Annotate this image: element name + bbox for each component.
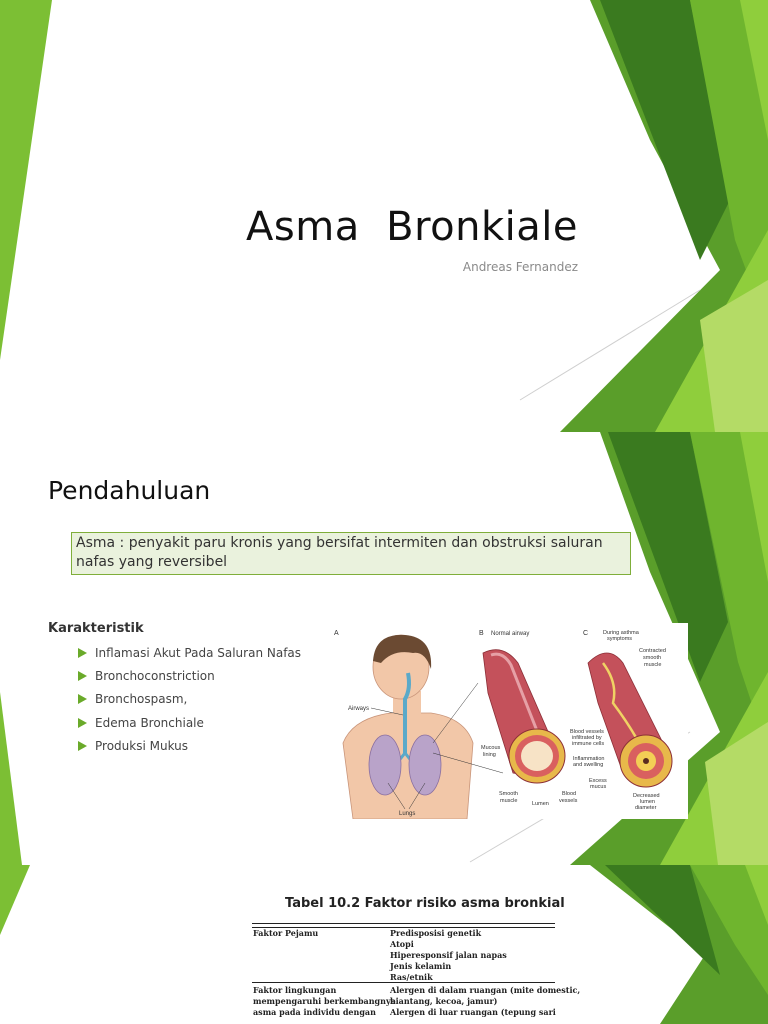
table-cell: Predisposisi genetik bbox=[390, 928, 482, 938]
table-row-label: Faktor lingkungan bbox=[253, 985, 337, 995]
svg-text:symptoms: symptoms bbox=[607, 636, 633, 642]
svg-text:Inflammation: Inflammation bbox=[573, 756, 605, 762]
svg-text:lining: lining bbox=[483, 752, 496, 758]
section-heading: Pendahuluan bbox=[48, 476, 211, 505]
svg-text:Smooth: Smooth bbox=[499, 791, 518, 797]
author-name: Andreas Fernandez bbox=[462, 260, 578, 274]
svg-text:C: C bbox=[583, 630, 589, 637]
presentation-title: Asma Bronkiale bbox=[246, 204, 578, 250]
table-title: Tabel 10.2 Faktor risiko asma bronkial bbox=[285, 896, 565, 911]
bullet-arrow-icon bbox=[78, 741, 87, 751]
svg-text:Contracted: Contracted bbox=[639, 648, 666, 654]
svg-text:vessels: vessels bbox=[559, 798, 578, 804]
characteristics-list bbox=[78, 646, 301, 762]
svg-text:and swelling: and swelling bbox=[573, 762, 604, 768]
table-row-label: mempengaruhi berkembangnya bbox=[253, 996, 396, 1006]
list-item-text: Produksi Mukus bbox=[95, 738, 189, 753]
list-item bbox=[78, 739, 301, 762]
table-row-label: asma pada individu dengan bbox=[253, 1007, 376, 1017]
risk-factor-table-slide bbox=[0, 865, 768, 1024]
table-cell: Jenis kelamin bbox=[390, 961, 452, 971]
svg-text:Mucous: Mucous bbox=[481, 745, 501, 751]
table-cell: Ras/etnik bbox=[390, 972, 433, 982]
bullet-arrow-icon bbox=[78, 671, 87, 681]
bullet-arrow-icon bbox=[78, 694, 87, 704]
title-slide bbox=[0, 0, 768, 432]
svg-text:Normal airway: Normal airway bbox=[491, 631, 530, 637]
table-row-label: Faktor Pejamu bbox=[253, 928, 319, 938]
characteristics-heading: Karakteristik bbox=[48, 621, 144, 636]
svg-text:lumen: lumen bbox=[640, 799, 655, 805]
svg-text:mucus: mucus bbox=[590, 784, 607, 790]
svg-text:smooth: smooth bbox=[643, 655, 662, 661]
panel-a-label: A bbox=[334, 630, 339, 637]
list-item bbox=[78, 646, 301, 669]
svg-text:Blood vessels: Blood vessels bbox=[570, 729, 604, 735]
table-cell: Atopi bbox=[390, 939, 414, 949]
svg-text:Decreased: Decreased bbox=[633, 793, 660, 799]
svg-text:Excess: Excess bbox=[589, 778, 607, 784]
svg-text:diameter: diameter bbox=[635, 805, 657, 811]
table-cell: biantang, kecoa, jamur) bbox=[390, 996, 498, 1006]
svg-text:Airways: Airways bbox=[348, 706, 370, 712]
table-cell: Hiperesponsif jalan napas bbox=[390, 950, 507, 960]
svg-text:infiltrated by: infiltrated by bbox=[572, 735, 602, 741]
list-item-text: Bronchoconstriction bbox=[95, 669, 215, 684]
list-item-text: Bronchospasm, bbox=[95, 692, 188, 707]
svg-text:B: B bbox=[479, 630, 484, 637]
svg-text:Lumen: Lumen bbox=[532, 801, 549, 807]
list-item bbox=[78, 716, 301, 739]
svg-text:During asthma: During asthma bbox=[603, 630, 639, 636]
bullet-arrow-icon bbox=[78, 648, 87, 658]
table-rule bbox=[252, 923, 555, 924]
bullet-arrow-icon bbox=[78, 718, 87, 728]
list-item-text: Inflamasi Akut Pada Saluran Nafas bbox=[95, 646, 302, 660]
asthma-airway-figure bbox=[313, 623, 688, 819]
introduction-slide bbox=[0, 432, 768, 865]
list-item bbox=[78, 669, 301, 692]
svg-text:Lungs: Lungs bbox=[399, 811, 416, 817]
airway-illustration bbox=[313, 623, 688, 819]
list-item-text: Edema Bronchiale bbox=[95, 715, 204, 730]
svg-text:muscle: muscle bbox=[644, 662, 662, 668]
svg-text:immune cells: immune cells bbox=[572, 741, 605, 747]
table-cell: Alergen di luar ruangan (tepung sari bbox=[390, 1007, 556, 1017]
svg-text:muscle: muscle bbox=[500, 798, 518, 804]
table-cell: Alergen di dalam ruangan (mite domestic, bbox=[390, 985, 581, 995]
list-item bbox=[78, 692, 301, 715]
svg-text:Blood: Blood bbox=[562, 791, 577, 797]
definition-box: Asma : penyakit paru kronis yang bersifat intermiten dan obstruksi saluran nafas yang reversibel bbox=[71, 532, 631, 575]
